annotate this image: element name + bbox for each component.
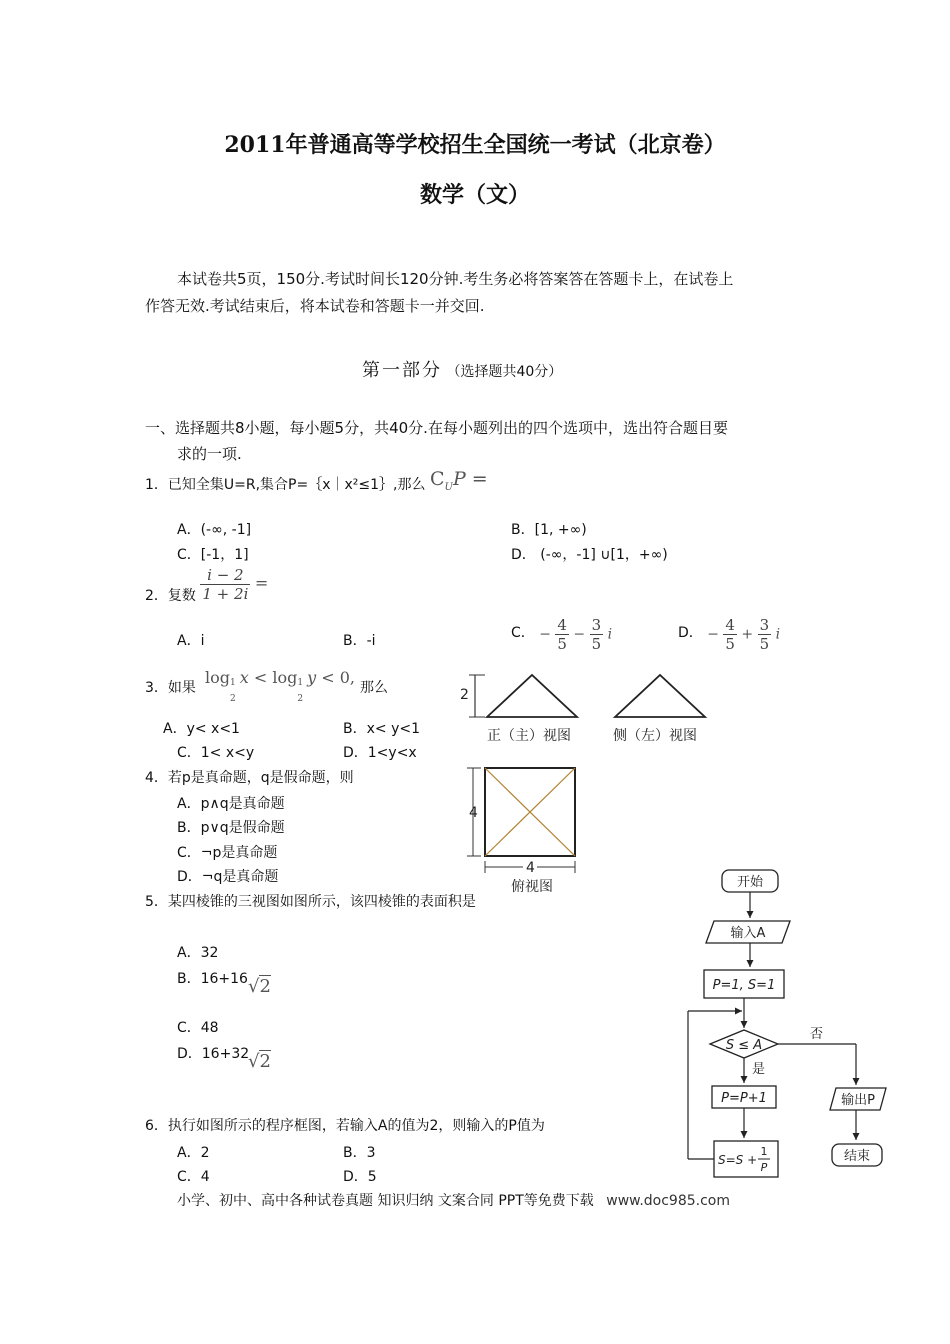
q5-stem: 5．某四棱锥的三视图如图所示，该四棱锥的表面积是 xyxy=(145,894,476,910)
flowchart-figure xyxy=(680,866,900,1191)
part-name: 第一部分 xyxy=(362,360,442,381)
flow-output-label: 输出P xyxy=(841,1093,875,1108)
side-view-label: 侧（左）视图 xyxy=(613,728,697,744)
q6-stem: 6．执行如图所示的程序框图，若输入A的值为2，则输入的P值为 xyxy=(145,1118,545,1134)
q4-option-c: C．¬p是真命题 xyxy=(177,845,278,861)
part-header xyxy=(362,356,562,382)
q4-option-a: A．p∧q是真命题 xyxy=(177,796,285,812)
q6-option-d: D．5 xyxy=(343,1169,377,1185)
question-2 xyxy=(145,566,268,603)
q3-stem: 3．如果 xyxy=(145,680,196,696)
top-view-side-label: 4 xyxy=(469,805,478,821)
q2-option-b: B．-i xyxy=(343,633,376,649)
flow-no-label: 否 xyxy=(810,1027,824,1042)
q4-option-d: D．¬q是真命题 xyxy=(177,869,279,885)
q5-option-b-sqrt: √2 xyxy=(248,976,271,997)
q1-complement: $C_UP$ = xyxy=(429,468,488,493)
flow-step2-num: 1 xyxy=(760,1145,768,1158)
q6-option-a: A．2 xyxy=(177,1145,210,1161)
page-title: 2011年普通高等学校招生全国统一考试（北京卷） xyxy=(224,132,726,158)
flow-decision-label: S ≤ A xyxy=(725,1038,763,1053)
q6-option-c: C．4 xyxy=(177,1169,210,1185)
q5-option-a: A．32 xyxy=(177,945,219,961)
section-line-2: 求的一项. xyxy=(177,445,242,463)
part-note: （选择题共40分） xyxy=(446,364,563,380)
q1-option-b: B．[1, +∞) xyxy=(511,522,587,538)
flow-init-label: P=1, S=1 xyxy=(712,978,776,993)
front-view-label: 正（主）视图 xyxy=(487,728,571,744)
flow-input-label: 输入A xyxy=(730,926,766,941)
flow-step1-label: P=P+1 xyxy=(721,1091,767,1106)
intro-line-2: 作答无效.考试结束后，将本试卷和答题卡一并交回. xyxy=(145,297,485,315)
footer-text: 小学、初中、高中各种试卷真题 知识归纳 文案合同 PPT等免费下载 xyxy=(177,1193,594,1209)
q2-option-c: C． − $\frac{4}{5}$ − $\frac{3}{5}$ i xyxy=(511,616,613,653)
q2-fraction: $\frac{i - 2}{1 + 2i}$ xyxy=(202,566,249,603)
q5-option-d-sqrt: √2 xyxy=(248,1051,271,1072)
footer xyxy=(177,1190,730,1210)
front-height-label: 2 xyxy=(460,687,469,703)
flow-end-label: 结束 xyxy=(843,1149,871,1164)
three-view-figure xyxy=(455,665,730,897)
q1-option-a: A．(-∞, -1] xyxy=(177,522,252,538)
q3-option-b: B．x< y<1 xyxy=(343,721,420,737)
q1-option-d: D． (-∞，-1] ∪[1，+∞) xyxy=(511,547,668,563)
flow-step2-label: S=S + xyxy=(718,1153,758,1167)
q3-stem-end: 那么 xyxy=(360,680,388,696)
q5-option-b: B．16+16 xyxy=(177,971,248,987)
q6-option-b: B．3 xyxy=(343,1145,376,1161)
flow-yes-label: 是 xyxy=(752,1062,766,1077)
q5-option-d: D．16+32 xyxy=(177,1046,250,1062)
q3-option-a: A．y< x<1 xyxy=(163,721,240,737)
top-view-bottom-label: 4 xyxy=(526,860,535,876)
front-view-triangle xyxy=(487,675,577,717)
q4-stem: 4．若p是真命题，q是假命题，则 xyxy=(145,770,354,786)
flow-step2-den: P xyxy=(760,1161,768,1174)
top-view-label: 俯视图 xyxy=(511,879,553,895)
q3-option-c: C．1< x<y xyxy=(177,745,255,761)
q4-option-b: B．p∨q是假命题 xyxy=(177,820,285,836)
q5-option-c: C．48 xyxy=(177,1020,219,1036)
q2-stem: 2．复数 xyxy=(145,587,196,604)
side-view-triangle xyxy=(615,675,705,717)
q1-stem: 1．已知全集U=R,集合P=｛x｜x²≤1｝,那么 xyxy=(145,477,426,493)
section-line-1: 一、选择题共8小题，每小题5分，共40分.在每小题列出的四个选项中，选出符合题目要 xyxy=(145,419,728,437)
q3-option-d: D．1<y<x xyxy=(343,745,417,761)
question-1 xyxy=(145,468,488,497)
q1-option-c: C．[-1，1] xyxy=(177,547,249,563)
q2-option-d: D． − $\frac{4}{5}$ + $\frac{3}{5}$ i xyxy=(678,616,781,653)
footer-url[interactable]: www.doc985.com xyxy=(606,1193,730,1209)
q3-inequality: log 1 2 x < log 1 2 y < 0, xyxy=(205,668,355,704)
q2-option-a: A．i xyxy=(177,633,205,649)
intro-line-1: 本试卷共5页，150分.考试时间长120分钟.考生务必将答案答在答题卡上，在试卷上 xyxy=(177,270,734,288)
flow-start-label: 开始 xyxy=(736,875,764,890)
q2-equals: = xyxy=(254,573,269,593)
page-subtitle: 数学（文） xyxy=(419,182,530,208)
